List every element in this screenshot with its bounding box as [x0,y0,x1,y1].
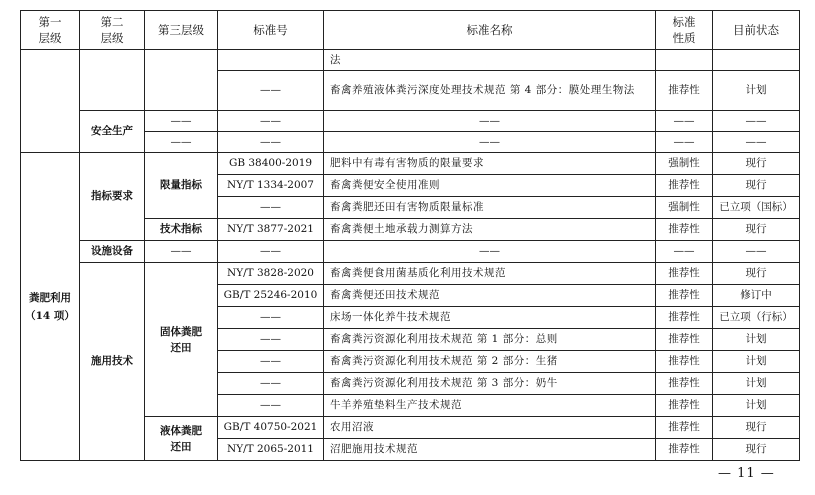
nature-cell: 推荐性 [656,219,713,241]
nature-cell: —— [656,241,713,263]
nature-cell: 强制性 [656,197,713,219]
std-no-cell: NY/T 2065-2011 [218,439,324,461]
header-level1 [21,11,80,50]
status-cell: 计划 [713,395,800,417]
level2-facilities-equipment: 设施设备 [80,241,145,263]
std-no-cell [218,50,324,71]
std-name-cell: 畜禽粪污资源化利用技术规范 第 1 部分：总则 [324,329,656,351]
std-no-cell: —— [218,351,324,373]
nature-cell: 推荐性 [656,175,713,197]
level2-application-technology: 施用技术 [80,263,145,461]
std-no-cell: GB 38400-2019 [218,153,324,175]
std-no-cell: —— [218,197,324,219]
table-row [21,241,800,263]
table-row [21,111,800,132]
header-nature-text: 标准 性质 [672,15,696,45]
level3-solid-manure-to-field [145,263,218,417]
status-cell: 已立项（国标） [713,197,800,219]
std-name-cell: 畜禽粪污资源化利用技术规范 第 2 部分：生猪 [324,351,656,373]
status-cell: 修订中 [713,285,800,307]
nature-cell: 推荐性 [656,351,713,373]
level1-cell-blank [21,50,80,153]
std-name-cell: 畜禽养殖液体粪污深度处理技术规范 第 4 部分：膜处理生物法 [324,71,656,111]
std-name-cell: 畜禽粪肥还田有害物质限量标准 [324,197,656,219]
status-cell: —— [713,241,800,263]
nature-cell: 推荐性 [656,417,713,439]
std-name-cell: 农用沼液 [324,417,656,439]
std-no-cell: —— [218,373,324,395]
status-cell: 已立项（行标） [713,307,800,329]
std-name-cell: 床场一体化养牛技术规范 [324,307,656,329]
level1-fertilizer-text: 粪肥利用 （14 项） [25,291,75,322]
status-cell: 现行 [713,175,800,197]
status-cell: 现行 [713,219,800,241]
std-name-cell: 法 [324,50,656,71]
std-no-cell: —— [218,111,324,132]
std-no-cell: NY/T 3877-2021 [218,219,324,241]
std-name-cell: —— [324,132,656,153]
std-name-cell: 沼肥施用技术规范 [324,439,656,461]
table-row [21,153,800,175]
status-cell: —— [713,132,800,153]
level3-dash: —— [145,132,218,153]
page-number: — 11 — [718,466,775,481]
std-name-cell: 牛羊养殖垫料生产技术规范 [324,395,656,417]
header-level2 [80,11,145,50]
nature-cell: 推荐性 [656,71,713,111]
header-level1-text: 第一 层级 [38,15,62,45]
header-row [21,11,800,50]
std-name-cell: —— [324,111,656,132]
status-cell: 现行 [713,153,800,175]
std-name-cell: 畜禽粪便安全使用准则 [324,175,656,197]
nature-cell: 推荐性 [656,307,713,329]
nature-cell: 推荐性 [656,263,713,285]
level2-safety-production: 安全生产 [80,111,145,153]
status-cell [713,50,800,71]
level3-dash: —— [145,111,218,132]
std-no-cell: —— [218,241,324,263]
std-no-cell: NY/T 1334-2007 [218,175,324,197]
nature-cell: 强制性 [656,153,713,175]
nature-cell: 推荐性 [656,439,713,461]
level2-cell-blank [80,50,145,111]
status-cell: 计划 [713,373,800,395]
nature-cell: 推荐性 [656,329,713,351]
status-cell: —— [713,111,800,132]
nature-cell: —— [656,132,713,153]
status-cell: 现行 [713,439,800,461]
std-name-cell: —— [324,241,656,263]
std-name-cell: 畜禽粪便食用菌基质化利用技术规范 [324,263,656,285]
level3-dash: —— [145,241,218,263]
std-name-cell: 畜禽粪便还田技术规范 [324,285,656,307]
header-nature [656,11,713,50]
level3-liquid-text: 液体粪肥 还田 [160,424,202,453]
table-row [21,50,800,71]
level3-solid-text: 固体粪肥 还田 [160,325,202,354]
std-no-cell: NY/T 3828-2020 [218,263,324,285]
std-no-cell: GB/T 40750-2021 [218,417,324,439]
std-name-cell: 畜禽粪便土地承载力测算方法 [324,219,656,241]
std-no-cell: —— [218,132,324,153]
status-cell: 现行 [713,263,800,285]
level3-liquid-manure-to-field [145,417,218,461]
level1-fertilizer-utilization [21,153,80,461]
nature-cell: 推荐性 [656,395,713,417]
table-row [21,263,800,285]
level3-cell-blank [145,50,218,111]
std-no-cell: GB/T 25246-2010 [218,285,324,307]
nature-cell [656,50,713,71]
status-cell: 现行 [713,417,800,439]
level2-indicator-requirements: 指标要求 [80,153,145,241]
std-name-cell: 畜禽粪污资源化利用技术规范 第 3 部分：奶牛 [324,373,656,395]
nature-cell: 推荐性 [656,373,713,395]
header-level3: 第三层级 [145,11,218,50]
nature-cell: —— [656,111,713,132]
std-name-cell: 肥料中有毒有害物质的限量要求 [324,153,656,175]
header-standard-number: 标准号 [218,11,324,50]
nature-cell: 推荐性 [656,285,713,307]
header-standard-name: 标准名称 [324,11,656,50]
std-no-cell: —— [218,395,324,417]
level3-limit-indicators: 限量指标 [145,153,218,219]
status-cell: 计划 [713,71,800,111]
header-status: 目前状态 [713,11,800,50]
std-no-cell: —— [218,307,324,329]
level3-technical-indicators: 技术指标 [145,219,218,241]
std-no-cell: —— [218,329,324,351]
status-cell: 计划 [713,329,800,351]
header-level2-text: 第二 层级 [100,15,124,45]
standards-table [20,10,800,461]
status-cell: 计划 [713,351,800,373]
std-no-cell: —— [218,71,324,111]
